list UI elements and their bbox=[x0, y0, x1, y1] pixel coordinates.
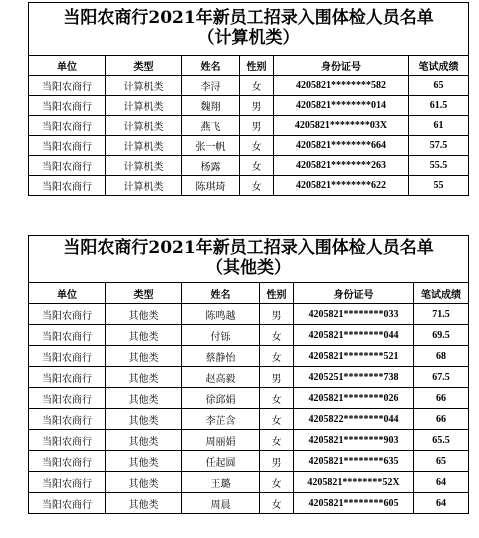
computer-category-table bbox=[28, 2, 469, 196]
title-line-1: 当阳农商行2021年新员工招录入围体检人员名单 bbox=[63, 8, 434, 29]
cell-id-number: 4205821********52X bbox=[294, 472, 414, 493]
cell-score: 66 bbox=[414, 388, 469, 409]
cell-unit: 当阳农商行 bbox=[29, 346, 106, 367]
cell-unit: 当阳农商行 bbox=[29, 156, 106, 176]
table-row bbox=[29, 76, 469, 96]
cell-score: 64 bbox=[414, 493, 469, 514]
title-line-2: （其他类） bbox=[206, 258, 292, 278]
title-line-1: 当阳农商行2021年新员工招录入围体检人员名单 bbox=[63, 238, 434, 259]
cell-type: 其他类 bbox=[106, 493, 182, 514]
cell-unit: 当阳农商行 bbox=[29, 472, 106, 493]
cell-score: 65 bbox=[414, 451, 469, 472]
table-title bbox=[29, 3, 469, 56]
cell-id-number: 4205821********026 bbox=[294, 388, 414, 409]
cell-gender: 男 bbox=[240, 96, 274, 116]
cell-id-number: 4205821********033 bbox=[294, 304, 414, 325]
cell-type: 计算机类 bbox=[106, 76, 182, 96]
table-row bbox=[29, 493, 469, 514]
cell-name: 陈琪琦 bbox=[182, 176, 240, 196]
cell-unit: 当阳农商行 bbox=[29, 96, 106, 116]
cell-id-number: 4205251********738 bbox=[294, 367, 414, 388]
header-type: 类型 bbox=[106, 283, 182, 304]
table-row bbox=[29, 409, 469, 430]
header-name: 姓名 bbox=[182, 56, 240, 76]
cell-name: 周晨 bbox=[182, 493, 260, 514]
table-row bbox=[29, 472, 469, 493]
cell-id-number: 4205821********903 bbox=[294, 430, 414, 451]
cell-name: 陈鸣越 bbox=[182, 304, 260, 325]
cell-gender: 女 bbox=[240, 156, 274, 176]
cell-id-number: 4205822********044 bbox=[294, 409, 414, 430]
cell-unit: 当阳农商行 bbox=[29, 493, 106, 514]
cell-name: 付铄 bbox=[182, 325, 260, 346]
cell-type: 其他类 bbox=[106, 430, 182, 451]
table-row bbox=[29, 176, 469, 196]
cell-name: 李浔 bbox=[182, 76, 240, 96]
cell-name: 徐邱娟 bbox=[182, 388, 260, 409]
table-row bbox=[29, 136, 469, 156]
cell-name: 赵高毅 bbox=[182, 367, 260, 388]
cell-unit: 当阳农商行 bbox=[29, 116, 106, 136]
cell-unit: 当阳农商行 bbox=[29, 451, 106, 472]
table-row bbox=[29, 430, 469, 451]
title-line-2: （计算机类） bbox=[197, 28, 300, 48]
cell-score: 64 bbox=[414, 472, 469, 493]
cell-unit: 当阳农商行 bbox=[29, 176, 106, 196]
cell-type: 计算机类 bbox=[106, 136, 182, 156]
cell-score: 67.5 bbox=[414, 367, 469, 388]
cell-name: 蔡静怡 bbox=[182, 346, 260, 367]
cell-id-number: 4205821********582 bbox=[274, 76, 409, 96]
cell-id-number: 4205821********044 bbox=[294, 325, 414, 346]
cell-score: 69.5 bbox=[414, 325, 469, 346]
cell-type: 其他类 bbox=[106, 472, 182, 493]
cell-unit: 当阳农商行 bbox=[29, 325, 106, 346]
cell-name: 王璐 bbox=[182, 472, 260, 493]
cell-unit: 当阳农商行 bbox=[29, 367, 106, 388]
table-row bbox=[29, 325, 469, 346]
cell-gender: 女 bbox=[240, 176, 274, 196]
cell-gender: 女 bbox=[260, 409, 294, 430]
header-unit: 单位 bbox=[29, 283, 106, 304]
cell-id-number: 4205821********664 bbox=[274, 136, 409, 156]
cell-score: 71.5 bbox=[414, 304, 469, 325]
cell-gender: 男 bbox=[240, 116, 274, 136]
table-row bbox=[29, 96, 469, 116]
cell-gender: 女 bbox=[240, 76, 274, 96]
cell-gender: 男 bbox=[260, 304, 294, 325]
cell-gender: 女 bbox=[260, 388, 294, 409]
cell-name: 杨露 bbox=[182, 156, 240, 176]
cell-type: 其他类 bbox=[106, 367, 182, 388]
table-row bbox=[29, 451, 469, 472]
cell-id-number: 4205821********635 bbox=[294, 451, 414, 472]
cell-gender: 女 bbox=[260, 430, 294, 451]
header-row bbox=[29, 283, 469, 304]
header-id-number: 身份证号 bbox=[294, 283, 414, 304]
other-category-table bbox=[28, 235, 469, 514]
cell-type: 其他类 bbox=[106, 304, 182, 325]
cell-name: 燕飞 bbox=[182, 116, 240, 136]
cell-score: 61 bbox=[409, 116, 469, 136]
cell-type: 其他类 bbox=[106, 346, 182, 367]
cell-gender: 女 bbox=[260, 346, 294, 367]
cell-unit: 当阳农商行 bbox=[29, 430, 106, 451]
cell-unit: 当阳农商行 bbox=[29, 136, 106, 156]
table-title bbox=[29, 236, 469, 283]
cell-name: 李芷含 bbox=[182, 409, 260, 430]
cell-gender: 男 bbox=[260, 451, 294, 472]
cell-type: 其他类 bbox=[106, 451, 182, 472]
header-type: 类型 bbox=[106, 56, 182, 76]
cell-score: 55 bbox=[409, 176, 469, 196]
header-name: 姓名 bbox=[182, 283, 260, 304]
header-id-number: 身份证号 bbox=[274, 56, 409, 76]
cell-score: 66 bbox=[414, 409, 469, 430]
cell-unit: 当阳农商行 bbox=[29, 76, 106, 96]
cell-id-number: 4205821********263 bbox=[274, 156, 409, 176]
table-row bbox=[29, 388, 469, 409]
cell-name: 周丽娟 bbox=[182, 430, 260, 451]
cell-id-number: 4205821********622 bbox=[274, 176, 409, 196]
cell-score: 68 bbox=[414, 346, 469, 367]
cell-score: 65.5 bbox=[414, 430, 469, 451]
header-unit: 单位 bbox=[29, 56, 106, 76]
header-score: 笔试成绩 bbox=[414, 283, 469, 304]
table-row bbox=[29, 367, 469, 388]
cell-type: 计算机类 bbox=[106, 116, 182, 136]
header-gender: 性别 bbox=[240, 56, 274, 76]
header-row bbox=[29, 56, 469, 76]
cell-type: 计算机类 bbox=[106, 156, 182, 176]
header-gender: 性别 bbox=[260, 283, 294, 304]
table-row bbox=[29, 304, 469, 325]
table-row bbox=[29, 346, 469, 367]
cell-unit: 当阳农商行 bbox=[29, 409, 106, 430]
cell-unit: 当阳农商行 bbox=[29, 388, 106, 409]
table-row bbox=[29, 116, 469, 136]
cell-id-number: 4205821********014 bbox=[274, 96, 409, 116]
cell-score: 65 bbox=[409, 76, 469, 96]
cell-score: 55.5 bbox=[409, 156, 469, 176]
cell-name: 魏翔 bbox=[182, 96, 240, 116]
cell-gender: 女 bbox=[240, 136, 274, 156]
cell-id-number: 4205821********521 bbox=[294, 346, 414, 367]
cell-type: 其他类 bbox=[106, 388, 182, 409]
cell-gender: 女 bbox=[260, 325, 294, 346]
table-row bbox=[29, 156, 469, 176]
cell-name: 张一帆 bbox=[182, 136, 240, 156]
cell-gender: 男 bbox=[260, 367, 294, 388]
header-score: 笔试成绩 bbox=[409, 56, 469, 76]
cell-type: 计算机类 bbox=[106, 176, 182, 196]
cell-type: 计算机类 bbox=[106, 96, 182, 116]
cell-name: 任起圆 bbox=[182, 451, 260, 472]
cell-id-number: 4205821********605 bbox=[294, 493, 414, 514]
cell-gender: 女 bbox=[260, 493, 294, 514]
cell-score: 61.5 bbox=[409, 96, 469, 116]
cell-type: 其他类 bbox=[106, 409, 182, 430]
cell-gender: 女 bbox=[260, 472, 294, 493]
cell-unit: 当阳农商行 bbox=[29, 304, 106, 325]
cell-id-number: 4205821********03X bbox=[274, 116, 409, 136]
cell-type: 其他类 bbox=[106, 325, 182, 346]
cell-score: 57.5 bbox=[409, 136, 469, 156]
